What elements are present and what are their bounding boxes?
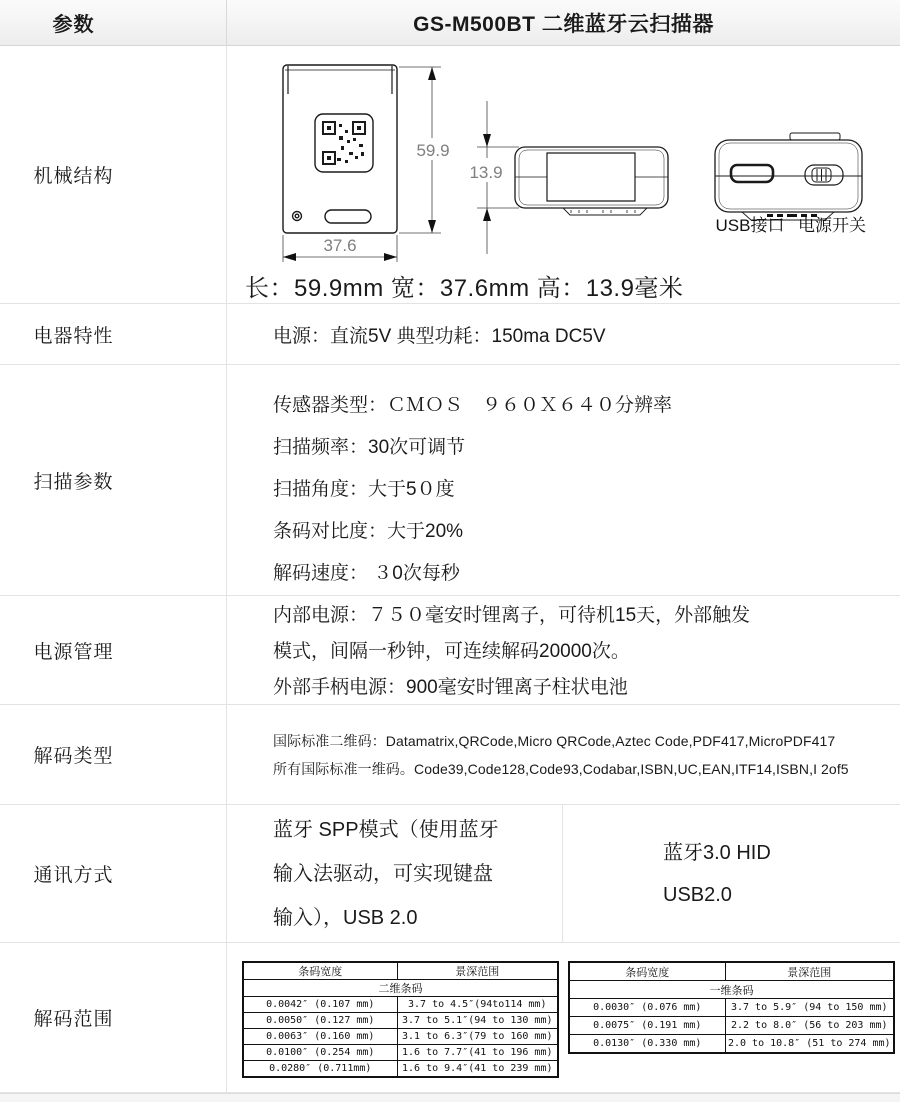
- power-switch-label: 电源开关: [798, 216, 866, 235]
- table-row: [569, 981, 894, 999]
- table-1d-wrapper: [568, 961, 895, 1054]
- screw-hole: [293, 212, 302, 221]
- decode-range-table-2d: [242, 961, 559, 1078]
- cell-width: 0.0075″ (0.191 mm): [569, 1017, 725, 1035]
- mechanical-content: [227, 46, 900, 303]
- row-label-decode-types: [0, 705, 227, 804]
- cell-width: 0.0030″ (0.076 mm): [569, 999, 725, 1017]
- row-label-electrical: [0, 304, 227, 364]
- decode-range-content: [227, 943, 900, 1092]
- row-label-communication: [0, 805, 227, 942]
- row-decode-range: [0, 943, 900, 1093]
- comm-spp-line: 输入），USB 2.0: [273, 907, 418, 929]
- row-mechanical-structure: [0, 46, 900, 304]
- col-header-dof: 景深范围: [397, 962, 558, 980]
- scan-spec-line: 条码对比度：大于20%: [273, 521, 464, 542]
- decode-type-line: 国际标准二维码：Datamatrix,QRCode,Micro QRCode,Aztec Code,PDF417,MicroPDF417: [273, 733, 836, 749]
- usb-port-label: USB接口: [715, 216, 785, 235]
- row-label-decode-range: [0, 943, 227, 1092]
- usb-port-graphic: [731, 165, 773, 182]
- dimension-37-6: [283, 235, 397, 262]
- col-header-barcode-width: 条码宽度: [569, 962, 725, 981]
- table-row: [569, 999, 894, 1017]
- table-row: [569, 1017, 894, 1035]
- cell-dof: 1.6 to 7.7″(41 to 196 mm): [397, 1045, 558, 1061]
- cell-dof: 3.7 to 5.1″(94 to 130 mm): [397, 1013, 558, 1029]
- power-spec-line: 模式，间隔一秒钟，可连续解码20000次。: [273, 641, 630, 662]
- parameter-header-label: 参数: [52, 14, 95, 36]
- front-view-drawing: [283, 65, 397, 233]
- dimensions-summary: 长：59.9mm 宽：37.6mm 高：13.9毫米: [245, 275, 684, 302]
- row-label-power: [0, 596, 227, 704]
- table-row: [243, 1061, 558, 1078]
- screw-hole-center: [295, 214, 299, 218]
- decode-type-line: 所有国际标准一维码。Code39,Code128,Code93,Codabar,ISBN,UC,EAN,ITF14,ISBN,I 2of5: [273, 761, 849, 777]
- row-communication: [0, 805, 900, 943]
- cell-width: 0.0063″ (0.160 mm): [243, 1029, 397, 1045]
- group-header-2d: 二维条码: [243, 980, 558, 997]
- table-row: [569, 1035, 894, 1054]
- scan-spec-line: 传感器类型：ＣＭＯＳ ９６０Ｘ６４０分辨率: [273, 395, 673, 416]
- comm-hid-line: 蓝牙3.0 HID: [663, 842, 771, 864]
- row-electrical: [0, 304, 900, 365]
- group-header-1d: 一维条码: [569, 981, 894, 999]
- cell-dof: 3.1 to 6.3″(79 to 160 mm): [397, 1029, 558, 1045]
- electrical-spec-text: 电源：直流5V 典型功耗：150ma DC5V: [273, 325, 606, 347]
- decode-range-label: 解码范围: [33, 1009, 114, 1030]
- column-header-parameter: [0, 0, 227, 45]
- comm-spp-line: 蓝牙 SPP模式（使用蓝牙: [273, 819, 499, 841]
- comm-spp-line: 输入法驱动，可实现键盘: [273, 863, 493, 885]
- dimension-59-9: [399, 67, 453, 233]
- row-decode-types: [0, 705, 900, 805]
- cell-width: 0.0280″ (0.711mm): [243, 1061, 397, 1078]
- power-switch-graphic: [805, 165, 843, 185]
- mechanical-label: 机械结构: [33, 166, 114, 187]
- decode-range-table-1d: [568, 961, 895, 1054]
- cell-dof: 2.2 to 8.0″ (56 to 203 mm): [725, 1017, 894, 1035]
- electrical-content: [227, 304, 900, 364]
- cell-dof: 3.7 to 4.5″(94to114 mm): [397, 997, 558, 1013]
- table-row: [243, 1013, 558, 1029]
- table-row: [243, 997, 558, 1013]
- electrical-label: 电器特性: [33, 325, 114, 347]
- col-header-barcode-width: 条码宽度: [243, 962, 397, 980]
- row-power-management: [0, 596, 900, 705]
- scan-spec-line: 扫描角度：大于5０度: [273, 479, 455, 500]
- decode-types-label: 解码类型: [33, 746, 114, 767]
- svg-text:59.9: 59.9: [416, 141, 450, 160]
- table-row: [243, 980, 558, 997]
- power-spec-line: 内部电源：７５０毫安时锂离子，可待机15天，外部触发: [273, 605, 751, 626]
- technical-drawing: [227, 46, 900, 304]
- table-row: [243, 962, 558, 980]
- qr-code-graphic: [315, 114, 373, 172]
- side-view-drawing: [515, 147, 668, 215]
- table-row: [243, 1029, 558, 1045]
- dimension-13-9: [461, 101, 519, 254]
- row-scanning-parameters: [0, 365, 900, 596]
- cell-width: 0.0130″ (0.330 mm): [569, 1035, 725, 1054]
- scanning-label: 扫描参数: [33, 471, 114, 493]
- table-row: [569, 962, 894, 981]
- cell-width: 0.0050″ (0.127 mm): [243, 1013, 397, 1029]
- communication-spp-cell: [227, 805, 563, 942]
- svg-text:13.9: 13.9: [469, 163, 503, 182]
- page-title: GS-M500BT 二维蓝牙云扫描器: [413, 12, 714, 36]
- decode-types-content: [227, 705, 900, 804]
- cell-width: 0.0042″ (0.107 mm): [243, 997, 397, 1013]
- table-row: [243, 1045, 558, 1061]
- bottom-slot: [325, 210, 371, 223]
- table-2d-wrapper: [242, 961, 559, 1078]
- communication-content: [227, 805, 900, 942]
- row-label-mechanical: [0, 46, 227, 303]
- communication-hid-cell: [563, 805, 900, 942]
- bottom-view-drawing: [715, 133, 862, 220]
- scan-spec-line: 扫描频率：30次可调节: [273, 437, 466, 458]
- cell-dof: 1.6 to 9.4″(41 to 239 mm): [397, 1061, 558, 1078]
- power-spec-line: 外部手柄电源：900毫安时锂离子柱状电池: [273, 677, 628, 698]
- header-row: [0, 0, 900, 46]
- scan-spec-line: 解码速度： ３0次每秒: [273, 563, 460, 584]
- scanning-content: [227, 365, 900, 595]
- comm-hid-line: USB2.0: [663, 884, 732, 906]
- cell-dof: 3.7 to 5.9″ (94 to 150 mm): [725, 999, 894, 1017]
- power-label: 电源管理: [33, 641, 114, 663]
- row-label-scanning: [0, 365, 227, 595]
- cell-dof: 2.0 to 10.8″ (51 to 274 mm): [725, 1035, 894, 1054]
- svg-text:37.6: 37.6: [323, 236, 357, 255]
- power-content: [227, 596, 900, 704]
- col-header-dof: 景深范围: [725, 962, 894, 981]
- cell-width: 0.0100″ (0.254 mm): [243, 1045, 397, 1061]
- communication-label: 通讯方式: [33, 865, 114, 886]
